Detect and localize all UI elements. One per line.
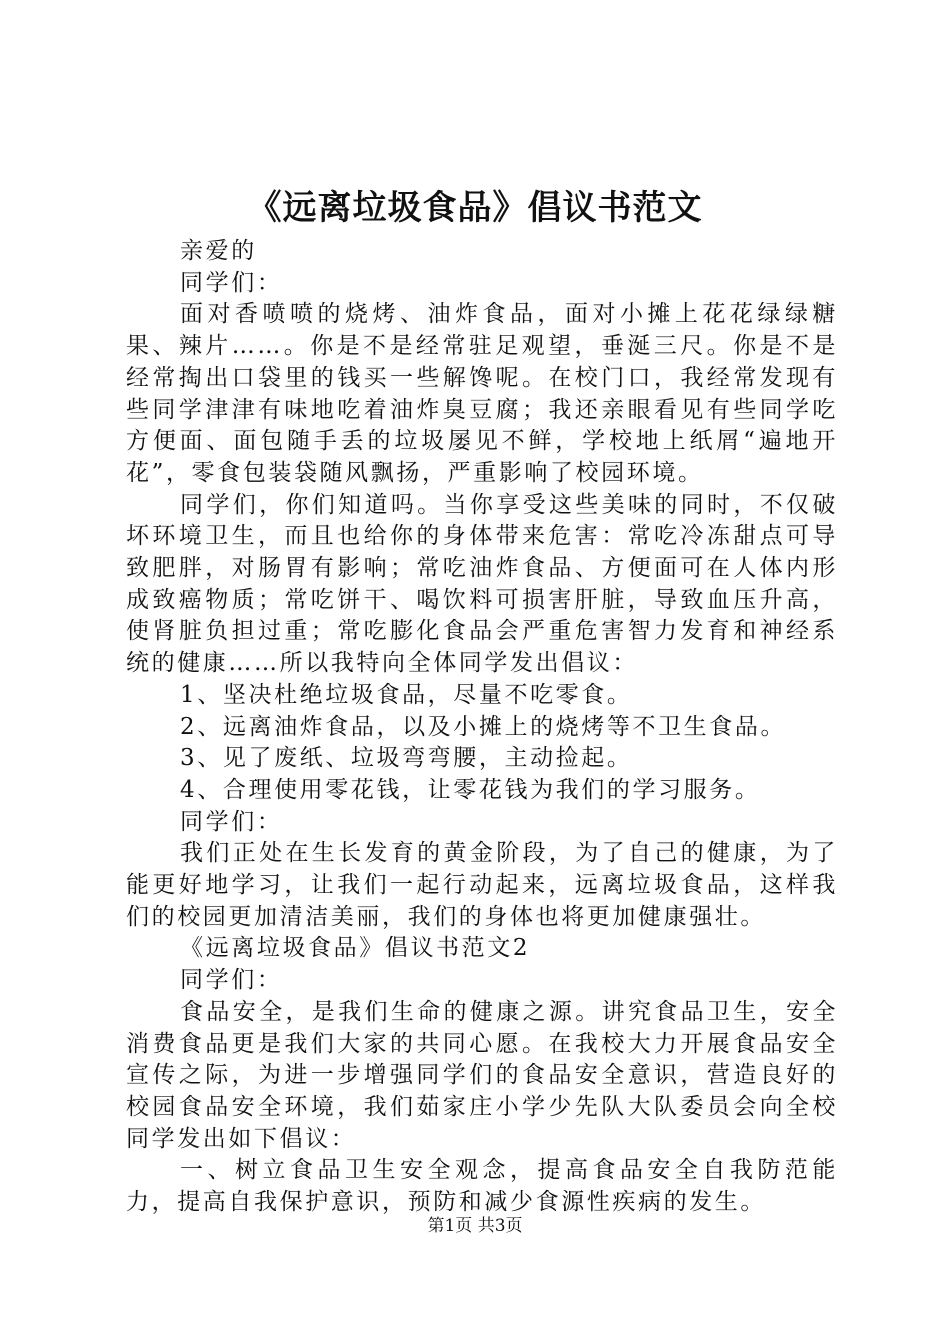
document-title: 《远离垃圾食品》倡议书范文 (247, 188, 703, 228)
list-item: 2、远离油炸食品，以及小摊上的烧烤等不卫生食品。 (180, 713, 787, 740)
list-item: 1、坚决杜绝垃圾食品，尽量不吃零食。 (180, 681, 633, 708)
section-heading: 《远离垃圾食品》倡议书范文2 (180, 935, 531, 962)
paragraph: 食品安全，是我们生命的健康之源。讲究食品卫生，安全消费食品更是我们大家的共同心愿。在我校大力开展食品安全宣传之际，为进一步增强同学们的食品安全意识，营造良好的校园食品安全环境，我们茹家庄小学少先队大队委员会向全校同学发出如下倡议： (126, 998, 838, 1152)
paragraph: 我们正处在生长发育的黄金阶段，为了自己的健康，为了能更好地学习，让我们一起行动起来，远离垃圾食品，这样我们的校园更加清洁美丽，我们的身体也将更加健康强壮。 (126, 840, 838, 930)
paragraph: 同学们，你们知道吗。当你享受这些美味的同时，不仅破坏环境卫生，而且也给你的身体带来危害：常吃冷冻甜点可导致肥胖，对肠胃有影响；常吃油炸食品、方便面可在人体内形成致癌物质；常吃饼干、喝饮料可损害肝脏，导致血压升高，使肾脏负担过重；常吃膨化食品会严重危害智力发育和神经系统的健康……所以我特向全体同学发出倡议： (126, 491, 838, 677)
paragraph-greeting: 同学们： (180, 808, 283, 835)
list-item: 3、见了废纸、垃圾弯弯腰，主动捡起。 (180, 745, 633, 772)
list-item: 4、合理使用零花钱，让零花钱为我们的学习服务。 (180, 776, 761, 803)
page-footer: 第1页 共3页 (427, 1216, 523, 1236)
document-body (126, 236, 838, 1219)
paragraph-salutation: 亲爱的 (180, 238, 257, 264)
paragraph: 面对香喷喷的烧烤、油炸食品，面对小摊上花花绿绿糖果、辣片……。你是不是经常驻足观望，垂涎三尺。你是不是经常掏出口袋里的钱买一些解馋呢。在校门口，我经常发现有些同学津津有味地吃着油炸臭豆腐；我还亲眼看见有些同学吃方便面、面包随手丢的垃圾屡见不鲜，学校地上纸屑“遍地开花”，零食包装袋随风飘扬，严重影响了校园环境。 (126, 301, 838, 486)
paragraph: 一、树立食品卫生安全观念，提高食品安全自我防范能力，提高自我保护意识，预防和减少食源性疾病的发生。 (126, 1157, 838, 1216)
paragraph-greeting: 同学们： (180, 967, 283, 994)
paragraph-greeting: 同学们： (180, 269, 283, 296)
